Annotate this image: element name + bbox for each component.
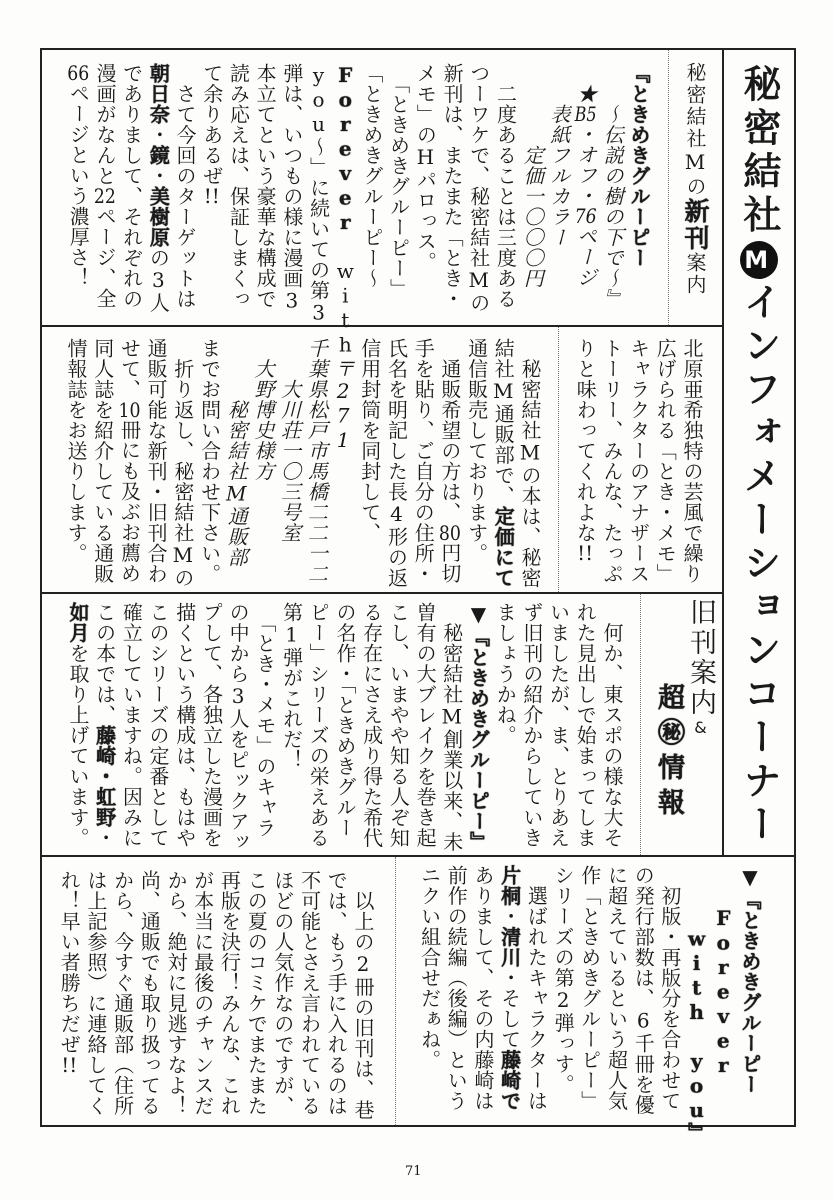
text-line: この夏のコミケでまたまた [244,870,269,1116]
header-text: 旧刊案内 [685,598,716,718]
text-line: 曽有の大ブレイクを巻き起 [413,602,438,848]
text-line: Forever [711,906,736,1078]
text-line: メモ」のHパロっス。 [413,63,438,272]
text-line: れた見出しで始まってしま [573,602,598,848]
text-line: までお問い合わせ下さい。 [197,338,222,584]
m-logo-icon: M [740,241,778,279]
text-line: 秘密結社Mの本は、秘密 [518,338,542,588]
text-line: ピー」シリーズの栄えある [306,602,331,848]
text-line: 初版・再版分を合わせて [657,865,682,1111]
text-line: 大野博史様方 [250,338,275,482]
text-line: トーリー、みんな、たっぷ [599,338,624,584]
text-line: 「ときめきグルーピー」 [386,63,411,299]
text-line: る存在にさえ成り得た希代 [359,602,384,848]
text-line: 結社M通販部で、定価にて [491,338,516,588]
text-line: ▼『ときめきグルーピー [738,865,762,1095]
text-line: 秘密結社M創業以来、未 [439,602,464,852]
text-line: ニクい組合せだぁね。 [417,865,442,1070]
text-line: ず旧刊の紹介からしていき [519,602,544,848]
section-new-release-body [42,63,652,357]
text-line: が本当に最後のチャンスだ [190,870,215,1116]
text-line: から、今すぐ通販部（住所 [110,870,135,1116]
text-line: 以上の2冊の旧刊は、巷 [351,870,375,1120]
text-line: ましょうかね。 [493,602,518,746]
text-line: 通販希望の方は、80円切 [437,338,462,584]
header-text: 案内 [683,252,707,296]
header-ampersand: & [691,718,710,740]
dotted-divider [668,50,669,325]
text-line: 漫画がなんと22ページ、全 [92,63,117,309]
text-line: 第1弾がこれだ！ [279,602,304,770]
text-line: 片桐・清川・そして藤崎で [497,865,522,1111]
text-line: つーワケで、秘密結社Mの [466,63,491,313]
text-line: 作「ときめきグルーピー」 [577,865,602,1111]
text-line: 66ページという濃厚さ！ [66,63,91,288]
text-line: から、絶対に見逃すなよ！ [164,870,189,1116]
dotted-divider [395,857,396,1125]
text-line: 確立していますね。因みに [119,602,144,848]
text-line: 定価一〇〇〇円 [520,63,545,289]
row-divider [40,855,796,857]
text-line: ほどの人気作なのですが、 [270,870,295,1116]
text-line: 大川荘一〇三号室 [277,338,302,543]
row-divider [40,325,722,327]
text-line: キャラクターのアナザース [626,338,651,584]
text-line: with you』 [684,926,709,1143]
text-line: の発行部数は、6千冊を優 [631,865,656,1115]
text-line: いましたが、ま、とりあえ [546,602,571,848]
text-line: 千葉県松戸市馬橋二二一二 [304,338,329,584]
text-line: 通販可能な新刊・旧刊合わ [144,338,169,584]
text-line: こし、いまやや知る人ぞ知 [386,602,411,848]
text-line: 北原亜希独特の芸風で繰り [680,338,704,584]
text-line: 〜伝説の樹の下で〜』 [600,63,625,309]
text-line: 二度あることは三度ある [493,63,518,309]
text-line: の中から3人をピックアッ [226,602,251,852]
text-line: 「とき・メモ」のキャラ [252,602,277,838]
text-line: 〒271 [331,338,356,453]
text-line: 表紙フルカラー [546,63,571,248]
text-line: 前作の続編（後編）という [444,865,469,1111]
text-line: れ！早い者勝ちだぜ!! [57,870,82,1075]
text-line: 弾は、いつもの様に漫画3 [279,63,304,313]
text-line: ▼『ときめきグルーピー』 [466,602,491,852]
text-line: 不可能とさえ言われている [297,870,322,1116]
section-story-body [560,338,705,588]
title-text: インフォメーションコーナー [737,282,781,848]
text-line: 選ばれたキャラクターは [524,865,549,1111]
text-line: は上記参照）に連絡してく [83,870,108,1116]
text-line: て余りあるぜ!! [199,63,224,206]
text-line: 信用封筒を同封して、 [357,338,382,543]
text-line: 尚、通販でも取り扱ってる [137,870,162,1116]
title-text: 秘密結社 [737,64,781,238]
section-header-back-issues [684,598,716,848]
text-line: 何か、東スポの様な大そ [600,602,624,848]
text-line: このシリーズの定番として [146,602,171,848]
text-line: 『ときめきグルーピー [627,63,651,268]
text-line: この本では、藤崎・虹野・ [92,602,117,848]
text-line: に超えているという超人気 [604,865,629,1111]
row-divider [40,592,722,594]
section-reprint-body [42,870,376,1122]
text-line: シリーズの第2弾っす。 [551,865,576,1095]
text-line: では、もう手に入れるのは [324,870,349,1116]
text-line: 通信販売しております。 [464,338,489,564]
section-header-latest-info: 超㊙情報 [653,683,684,823]
text-line: でありまして、それぞれの [119,63,144,309]
text-line: りと味わってくれよな!! [573,338,598,563]
text-line: 情報誌をお送りします。 [64,338,89,564]
text-line: 描くという構成は、もはや [172,602,197,848]
header-emphasis: 新刊 [681,198,710,252]
text-line: 手を貼り、ご自分の住所・ [411,338,436,584]
text-line: の名作・「ときめきグルー [332,602,357,838]
text-line: 如月を取り上げています。 [65,602,90,848]
dotted-divider [558,327,559,592]
text-line: 秘密結社M通販部 [224,338,249,568]
text-line: ありまして、その内藤崎は [470,865,495,1111]
section-mail-order-body [42,338,543,588]
text-line: プして、各独立した漫画を [199,602,224,848]
text-line: さて今回のターゲットは [173,63,198,309]
text-line: 同人誌を紹介している通販 [90,338,115,584]
page-title [724,50,794,853]
text-line: 氏名を明記した長4形の返 [384,338,409,588]
text-line: 読み応えは、保証しまくっ [226,63,251,309]
text-line: 再版を決行！みんな、これ [217,870,242,1116]
text-line: 本立てという豪華な構成で [253,63,278,309]
text-line: 新刊は、またまた「とき・ [440,63,465,309]
page-number: 71 [405,1164,422,1179]
text-line: ★B5・オフ・76ページ [573,63,598,288]
text-line: 広げられる「とき・メモ」 [653,338,678,584]
section-back-issues-body [42,602,625,852]
section-forever-with-you-body [397,865,763,1143]
header-text: 秘密結社Mの [683,62,707,198]
text-line: Forever with [333,63,358,357]
text-line: you〜」に続いての第3 [306,63,331,325]
text-line: せて、10冊にも及ぶお薦め [117,338,142,584]
text-line: 折り返し、秘密結社Mの [170,338,195,588]
text-line: 朝日奈・鏡・美樹原の3人 [146,63,171,313]
text-line: 「ときめきグルーピー〜 [359,63,384,289]
dotted-divider [640,594,641,855]
section-header-new-release [680,62,710,322]
